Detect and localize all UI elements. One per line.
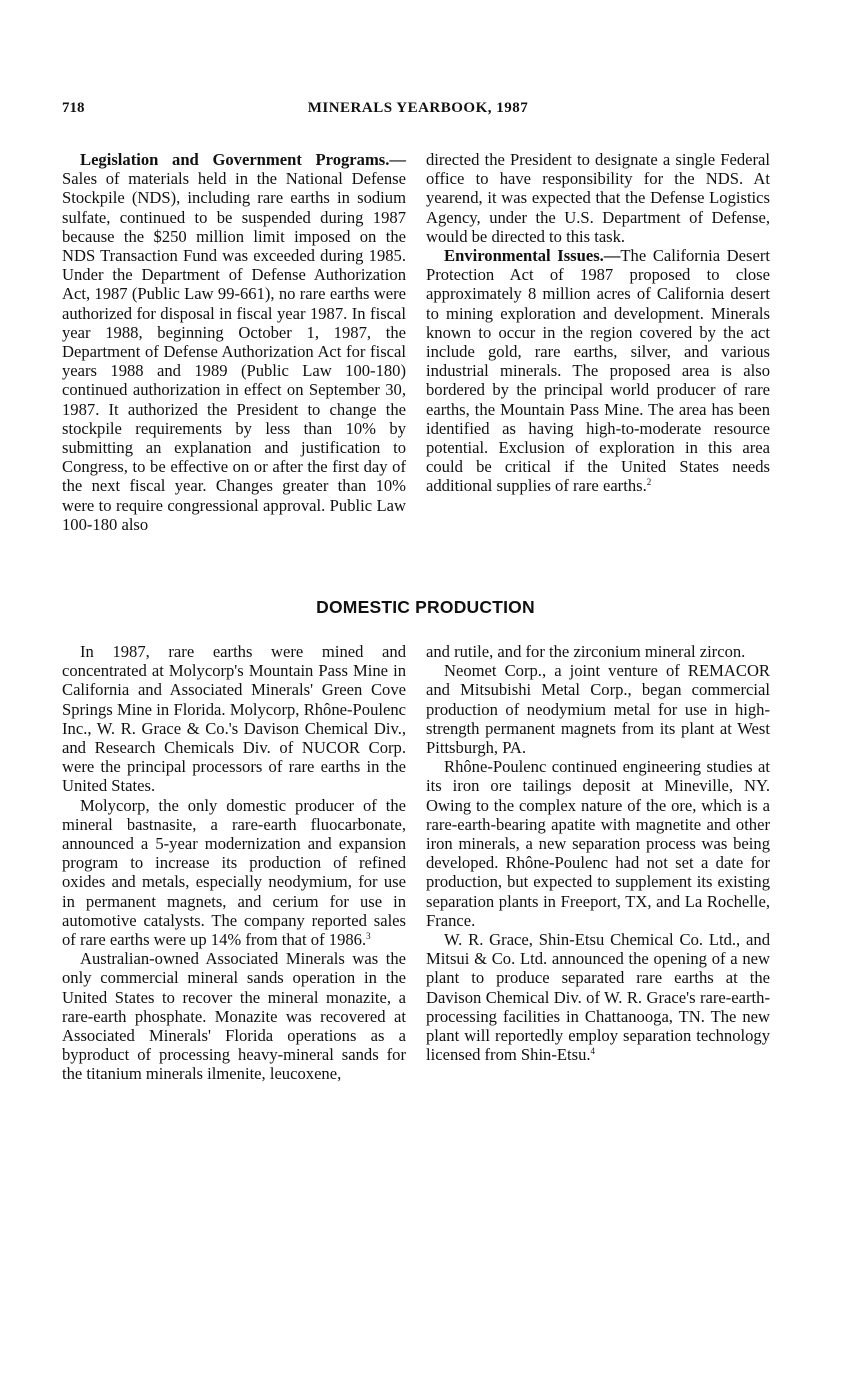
bottom-left-column xyxy=(62,642,406,1084)
environmental-paragraph xyxy=(426,246,770,496)
production-paragraph: In 1987, rare earths were mined and concentrated at Molycorp's Mountain Pass Mine in California and Associated Minerals' Green Cove Springs Mine in Florida. Molycorp, Rhône-Poulenc Inc., W. R. Grace & Co.'s Davison Chemical Div., and Research Chemicals Div. of NUCOR Corp. were the principal processors of rare earths in the United States. xyxy=(62,642,406,796)
monazite-continuation: and rutile, and for the zirconium mineral zircon. xyxy=(426,642,746,661)
bottom-right-column xyxy=(426,642,770,1064)
environmental-text: The California Desert Protection Act of 1987 proposed to close approximately 8 million acres of California desert to mining exploration and development. Minerals known to occur in the region covered by the act include gold, rare earths, silver, and various industrial minerals. The proposed area is also bordered by the principal world producer of rare earths, the Mountain Pass Mine. The area has been identified as having high-to-moderate resource potential. Exclusion of exploration in this area could be critical if the United States needs additional supplies of rare earths. xyxy=(426,246,770,496)
legislation-continuation: directed the President to designate a single Federal office to have responsibility for the NDS. At yearend, it was expected that the Defense Logistics Agency, under the U.S. Department of Defense, would be directed to this task. xyxy=(426,150,770,246)
legislation-paragraph xyxy=(62,150,406,534)
page-number: 718 xyxy=(62,100,85,116)
grace-paragraph xyxy=(426,930,770,1064)
page-header xyxy=(62,100,774,122)
footnote-ref: 4 xyxy=(590,1046,596,1057)
section-title: DOMESTIC PRODUCTION xyxy=(316,597,535,617)
associated-minerals-paragraph: Australian-owned Associated Minerals was the only commercial mineral sands operation in the United States to recover the mineral monazite, a rare-earth phosphate. Monazite was recovered at Associated Minerals' Florida operations as a byproduct of processing heavy-mineral sands for the titanium minerals ilmenite, leucoxene, xyxy=(62,949,406,1084)
top-left-column xyxy=(62,150,406,534)
legislation-heading: Legislation and Government Programs.— xyxy=(80,150,406,169)
grace-text: W. R. Grace, Shin-Etsu Chemical Co. Ltd., and Mitsui & Co. Ltd. announced the opening of a new plant to produce separated rare earths at the Davison Chemical Div. of W. R. Grace's rare-earth-processing facilities in Chattanooga, TN. The new plant will reportedly employ separation technology licensed from Shin-Etsu. xyxy=(426,930,770,1065)
neomet-paragraph: Neomet Corp., a joint venture of REMACOR and Mitsubishi Metal Corp., began commercial production of neodymium metal for use in high-strength permanent magnets from its plant at West Pittsburgh, PA. xyxy=(426,661,770,758)
rhone-poulenc-paragraph: Rhône-Poulenc continued engineering studies at its iron ore tailings deposit at Mineville, NY. Owing to the complex nature of the ore, which is a rare-earth-bearing apatite with magnetite and other iron minerals, a new separation process was being developed. Rhône-Poulenc had not set a date for production, but expected to supplement its existing separation plants in Freeport, TX, and La Rochelle, France. xyxy=(426,757,770,930)
environmental-heading: Environmental Issues.— xyxy=(444,246,621,266)
running-title: MINERALS YEARBOOK, 1987 xyxy=(307,100,529,116)
molycorp-text: Molycorp, the only domestic producer of the mineral bastnasite, a rare-earth fluocarbonate, announced a 5-year modernization and expansion program to increase its production of refined oxides and metals, especially neodymium, for use in permanent magnets, and cerium for use in automotive catalysts. The company reported sales of rare earths were up 14% from that of 1986. xyxy=(62,795,406,950)
footnote-ref: 2 xyxy=(646,477,652,488)
legislation-text: Sales of materials held in the National Defense Stockpile (NDS), including rare earths in sodium sulfate, continued to be suspended during 1987 because the $250 million limit imposed on the NDS Transaction Fund was exceeded during 1985. Under the Department of Defense Authorization Act, 1987 (Public Law 99-661), no rare earths were authorized for disposal in fiscal year 1987. In fiscal year 1988, beginning October 1, 1987, the Department of Defense Authorization Act for fiscal years 1988 and 1989 (Public Law 100-180) continued authorization in effect on September 30, 1987. It authorized the President to change the stockpile requirements by less than 10% by submitting an explanation and justification to Congress, to be effective on or after the first day of the next fiscal year. Changes greater than 10% were to require congressional approval. Public Law 100-180 also xyxy=(62,169,406,534)
molycorp-paragraph xyxy=(62,796,406,950)
top-right-column xyxy=(426,150,770,496)
footnote-ref: 3 xyxy=(366,931,371,942)
